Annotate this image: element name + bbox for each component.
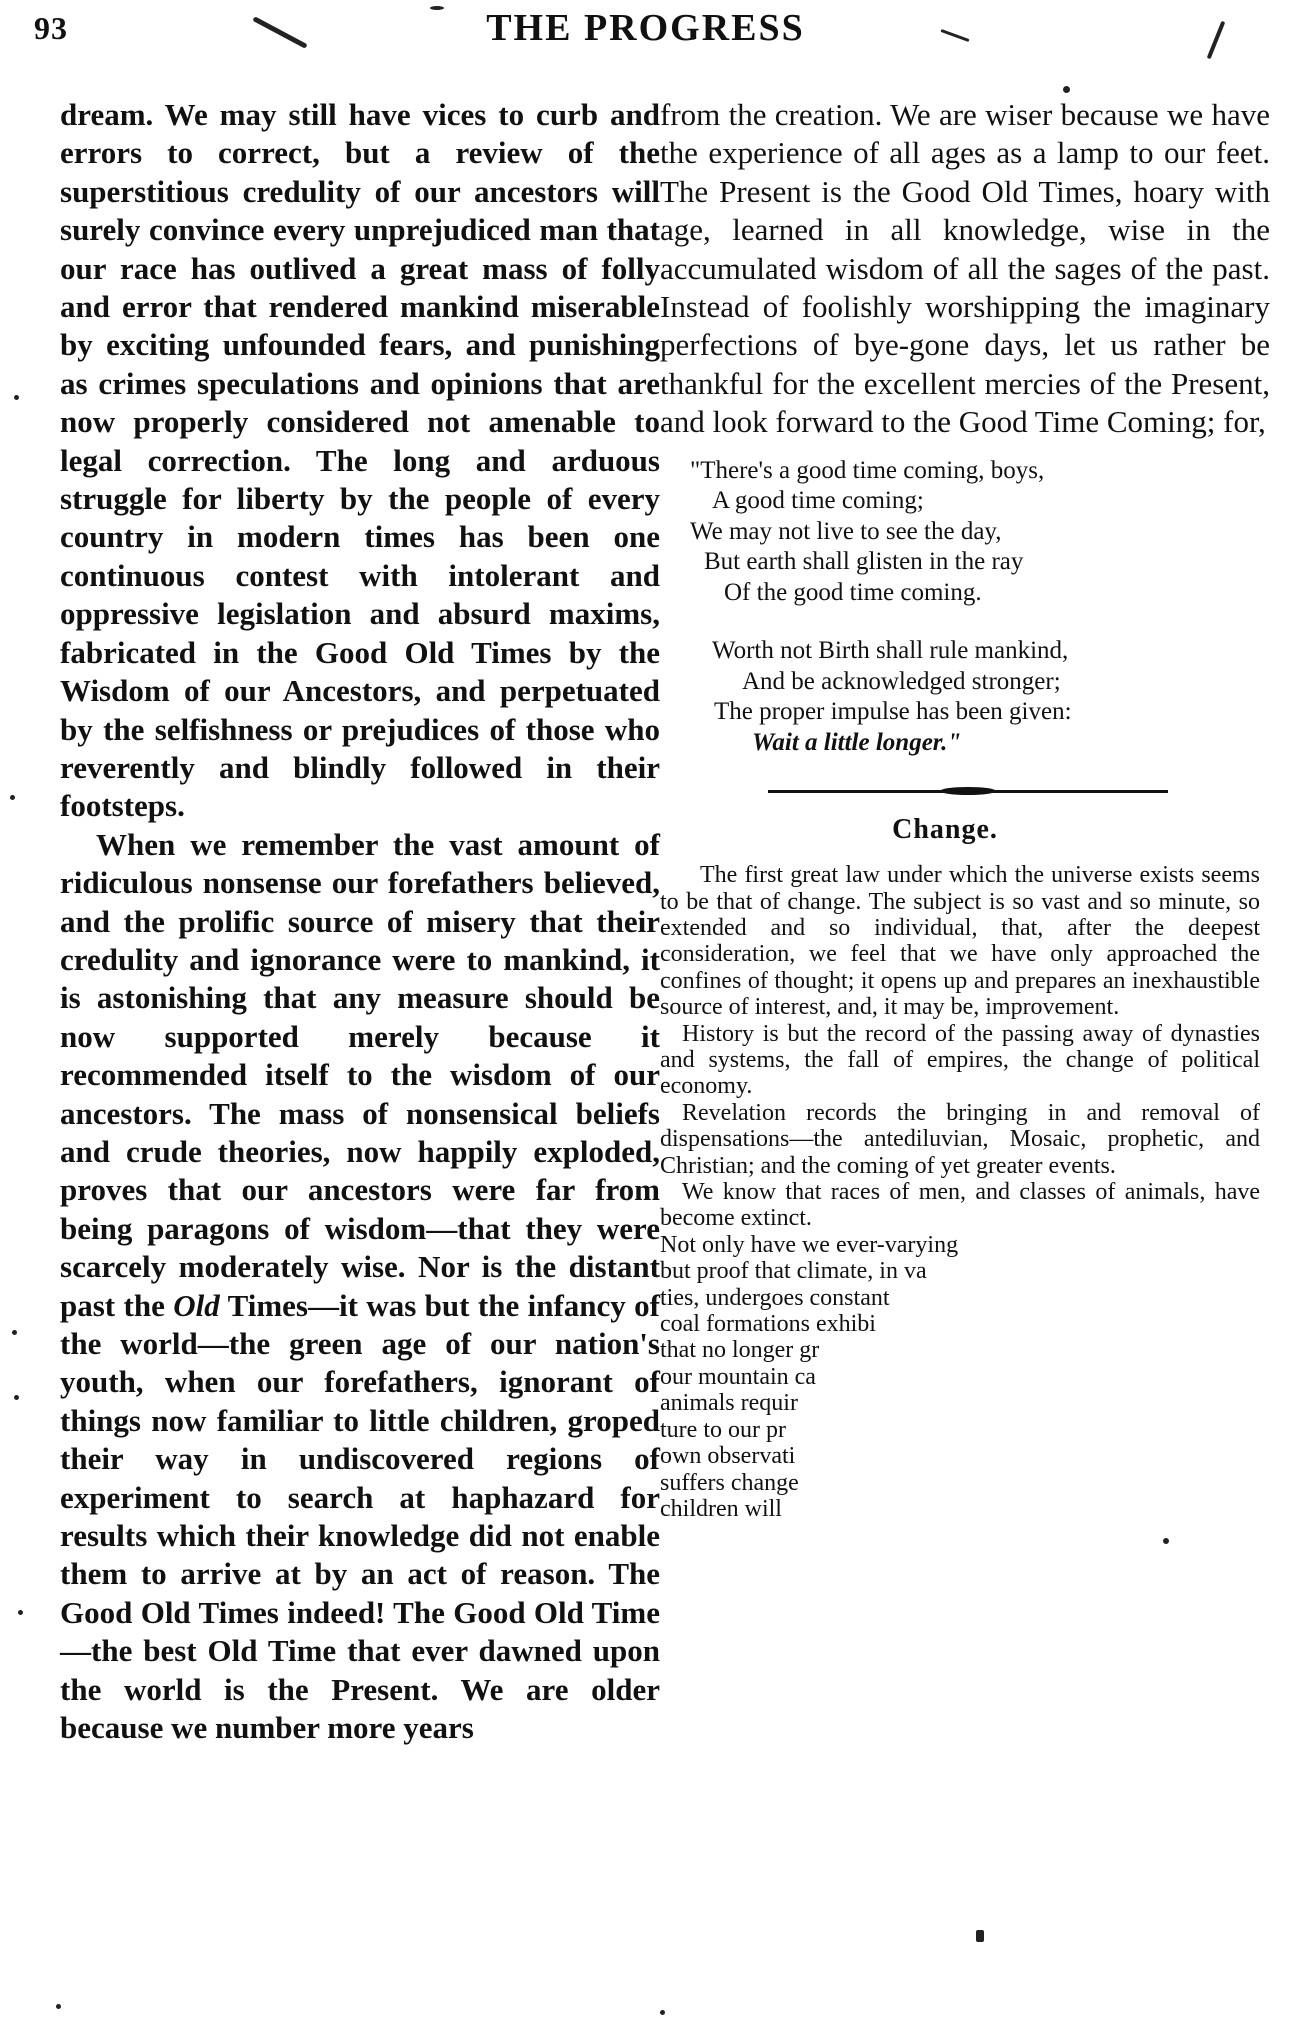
paragraph-when-we-remember xyxy=(60,826,660,1748)
ink-speck xyxy=(660,2010,665,2015)
paragraph-text-part: Times—it was but the infancy of the world—the green age of our nation's youth, when our forefathers, ignorant of things now familiar to little children, groped their way in undiscovered regions of experiment to search at haphazard for results which their knowledge did not enable them to arrive at by an act of reason. The Good Old Times indeed! The Good Old Time—the best Old Time that ever dawned upon the world is the Present. We are older because we number more years xyxy=(60,1287,660,1746)
poem-line: The proper impulse has been given: xyxy=(714,698,1072,726)
paragraph-dream: dream. We may still have vices to curb and errors to correct, but a review of the superstitious credulity of our ancestors will surely convince every unprejudiced man that our race has outlived a great mass of folly and error that rendered mankind miserable by exciting unfounded fears, and punishing as crimes speculations and opinions that are now properly considered not amenable to legal correction. The long and arduous struggle for liberty by the people of every country in modern times has been one continuous contest with intolerant and oppressive legislation and absurd maxims, fabricated in the Good Old Times by the Wisdom of our Ancestors, and perpetuated by the selfishness or prejudices of those who reverently and blindly followed in their footsteps. xyxy=(60,97,660,824)
fragment-line: but proof that climate, in va xyxy=(660,1258,927,1285)
ink-speck xyxy=(10,795,15,800)
change-paragraph: History is but the record of the passing away of dynasties and systems, the fall of empires, the change of political economy. xyxy=(660,1020,1260,1100)
ink-speck xyxy=(430,6,444,10)
ink-speck xyxy=(1063,86,1070,93)
fragment-line: animals requir xyxy=(660,1390,798,1417)
ink-speck xyxy=(14,395,19,400)
ink-speck xyxy=(14,1395,19,1400)
section-title-change: Change. xyxy=(892,814,998,846)
poem-line: And be acknowledged stronger; xyxy=(742,667,1061,695)
section-divider-rule xyxy=(768,786,1168,796)
change-article xyxy=(660,862,1260,1522)
paragraph-text-part: When we remember the vast amount of ridiculous nonsense our forefathers believed, and the prolific source of misery that their credulity and ignorance were to mankind, it is astonishing that any measure should be now supported merely because it recommended itself to the wisdom of our ancestors. The mass of nonsensical beliefs and crude theories, now happily exploded, proves that our ancestors were far from being paragons of wisdom—that they were scarcely moderately wise. Nor is the distant past the xyxy=(60,826,660,1323)
poem-stanza-1 xyxy=(660,456,1270,609)
change-paragraph: We know that races of men, and classes of animals, have become extinct. xyxy=(660,1179,1260,1232)
ink-speck xyxy=(56,2004,61,2009)
paragraph-from-the-creation: from the creation. We are wiser because we have the experience of all ages as a lamp to our feet. The Present is the Good Old Times, hoary with age, learned in all knowledge, wise in the accumulated wisdom of all the sages of the past. Instead of foolishly worshipping the imaginary perfections of bye-gone days, let us rather be thankful for the excellent mercies of the Present, and look forward to the Good Time Coming; for, xyxy=(660,97,1270,440)
fragment-line: Not only have we ever-varying xyxy=(660,1231,959,1258)
poem-line: Wait a little longer." xyxy=(752,728,962,756)
ink-speck xyxy=(12,1330,17,1335)
poem-line: Worth not Birth shall rule mankind, xyxy=(712,637,1069,665)
fragment-line: our mountain ca xyxy=(660,1363,816,1390)
left-column xyxy=(60,96,660,1747)
poem-line: Of the good time coming. xyxy=(724,578,982,606)
poem-line: "There's a good time coming, boys, xyxy=(690,456,1045,484)
fragment-line: ture to our pr xyxy=(660,1416,786,1443)
page-number: 93 xyxy=(34,10,68,46)
ink-speck xyxy=(1163,1538,1169,1544)
change-paragraph: The first great law under which the universe exists seems to be that of change. The subject is so vast and so minute, so extended and so individual, that, after the deepest consideration, we feel that we have only approached the confines of thought; it opens up and prepares an inexhaustible source of interest, and, it may be, improvement. xyxy=(660,862,1260,1021)
poem-line: A good time coming; xyxy=(712,487,924,515)
italic-old: Old xyxy=(173,1287,220,1323)
ink-speck xyxy=(976,1930,984,1942)
fragment-line: coal formations exhibi xyxy=(660,1311,876,1338)
poem-line: We may not live to see the day, xyxy=(690,517,1002,545)
torn-fragment-lines xyxy=(660,1232,1260,1522)
running-head: THE PROGRESS xyxy=(486,7,805,49)
change-paragraph: Revelation records the bringing in and removal of dispensations—the antediluvian, Mosaic, prophetic, and Christian; and the coming of yet greater events. xyxy=(660,1099,1260,1179)
poem xyxy=(660,456,1270,759)
fragment-line: ties, undergoes constant xyxy=(660,1284,890,1311)
poem-line: But earth shall glisten in the ray xyxy=(704,548,1024,576)
fragment-line: suffers change xyxy=(660,1469,799,1496)
poem-stanza-2 xyxy=(660,636,1270,758)
fragment-line: that no longer gr xyxy=(660,1337,820,1364)
right-column xyxy=(660,96,1270,1522)
fragment-line: children will xyxy=(660,1495,782,1522)
fragment-line: own observati xyxy=(660,1443,796,1470)
divider-ornament xyxy=(940,787,996,795)
ink-speck xyxy=(18,1610,23,1615)
